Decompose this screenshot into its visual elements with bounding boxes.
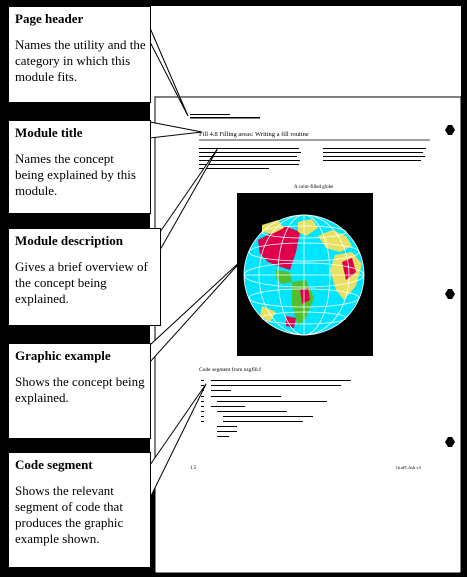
figure-caption: A color-filled globe	[294, 185, 334, 190]
callout-title: Code segment	[15, 457, 93, 472]
callout-code-segment	[8, 452, 151, 568]
callout-module-description	[8, 228, 161, 326]
module-title: Fill 4.8 Filling areas: Writing a fill routine	[199, 131, 309, 138]
callout-page-header	[8, 6, 151, 103]
callout-title: Module description	[15, 233, 123, 248]
callout-description: Shows the relevant segment of code that produces the graphic example shown.	[15, 483, 124, 546]
callout-description: Names the utility and the category in which this module fits.	[15, 37, 146, 84]
callout-module-title	[8, 120, 151, 214]
code-heading: Code segment from ezgfill.f	[199, 367, 262, 373]
callout-graphic-example	[8, 343, 151, 439]
callout-description: Shows the concept being explained.	[15, 374, 145, 405]
callout-description: Gives a brief overview of the concept being explained.	[15, 259, 148, 306]
callout-description: Names the concept being explained by this module.	[15, 151, 136, 198]
footer-right: GraFLAsh v3	[396, 465, 421, 470]
callout-title: Module title	[15, 125, 83, 140]
graphic-example	[237, 193, 373, 356]
callout-title: Page header	[15, 11, 84, 26]
page-number: 1.5	[190, 466, 197, 471]
callout-title: Graphic example	[15, 348, 111, 363]
